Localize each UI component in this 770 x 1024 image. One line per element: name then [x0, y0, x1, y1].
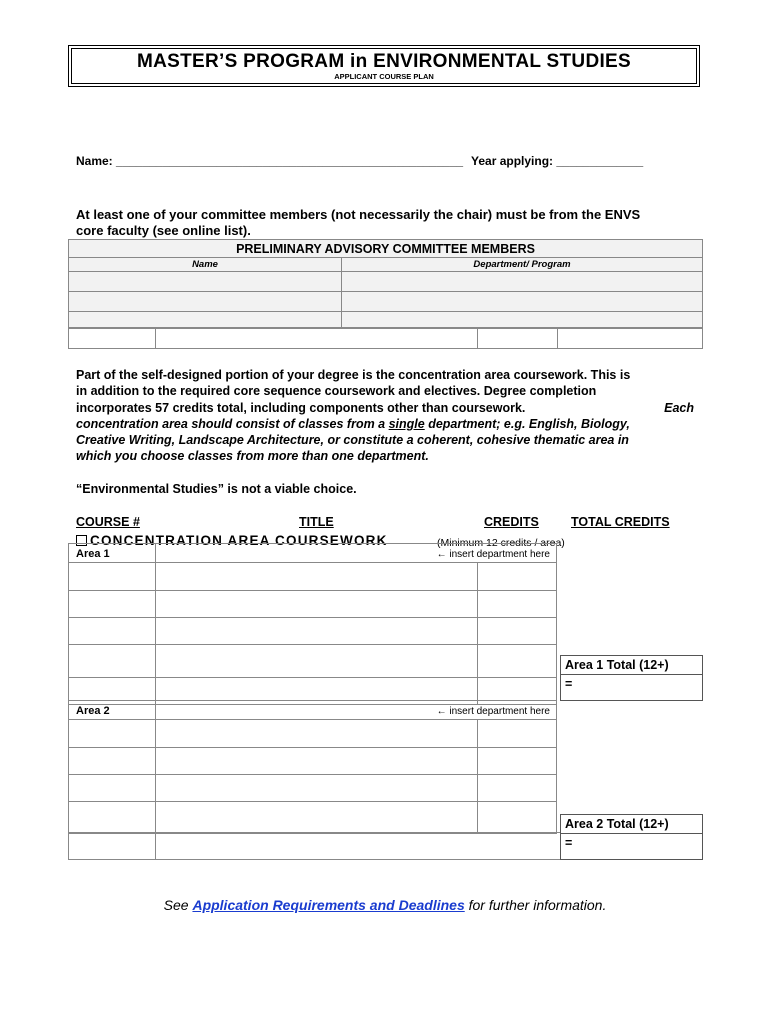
area2-dept-hint[interactable]: ← insert department here [436, 706, 550, 717]
course-title-cell[interactable] [156, 591, 478, 618]
course-title-cell[interactable] [156, 563, 478, 591]
concentration-paragraph [76, 367, 694, 465]
footer-after: for further information. [464, 897, 607, 913]
committee-intro-line-1: At least one of your committee members (not necessarily the chair) must be from the ENVS [76, 207, 641, 222]
course-number-cell[interactable] [69, 775, 156, 802]
para-line: Part of the self-designed portion of your degree is the concentration area coursework. This is [76, 368, 631, 382]
committee-col-department: Department/ Program [342, 258, 703, 272]
single-emphasis: single [388, 416, 425, 431]
para-line-3a: incorporates 57 credits total, including components other than coursework. [76, 400, 526, 415]
committee-intro [76, 207, 640, 239]
area2-total-box[interactable] [560, 814, 703, 860]
year-applying-field[interactable]: Year applying: _____________ [471, 154, 644, 168]
course-number-cell[interactable] [69, 802, 156, 834]
committee-table-title: PRELIMINARY ADVISORY COMMITTEE MEMBERS [69, 240, 703, 258]
credits-cell[interactable] [478, 618, 557, 645]
col-title-header: TITLE [299, 515, 334, 529]
credits-cell[interactable] [478, 775, 557, 802]
committee-col-name: Name [69, 258, 342, 272]
course-number-cell[interactable] [69, 563, 156, 591]
para-line [76, 416, 694, 432]
area1-label: Area 1 [76, 548, 110, 560]
area1-total-equals: = [561, 674, 702, 691]
area1-table [68, 543, 557, 705]
credits-cell[interactable] [478, 748, 557, 775]
course-number-cell[interactable] [69, 645, 156, 678]
committee-dept-cell[interactable] [342, 312, 703, 328]
credits-cell[interactable] [478, 802, 557, 834]
course-number-cell[interactable] [69, 618, 156, 645]
area2-label: Area 2 [76, 705, 110, 717]
para-line-4c: department; e.g. English, Biology, [424, 416, 630, 431]
committee-name-cell[interactable] [69, 272, 342, 292]
col-total-credits-header: TOTAL CREDITS [571, 515, 670, 529]
committee-intro-line-2: core faculty (see online list). [76, 223, 251, 238]
committee-stub-row [68, 328, 703, 349]
para-line-4a: concentration area should consist of classes from a [76, 416, 389, 431]
col-credits-header: CREDITS [484, 515, 539, 529]
footer-note [0, 897, 770, 913]
application-requirements-link[interactable]: Application Requirements and Deadlines [192, 897, 465, 913]
name-field[interactable]: Name: ____________________________________________________ [76, 154, 464, 168]
committee-table [68, 239, 703, 328]
committee-name-cell[interactable] [69, 292, 342, 312]
area2-total-equals: = [561, 833, 702, 850]
para-line: which you choose classes from more than one department. [76, 449, 429, 464]
section-title: CONCENTRATION AREA COURSEWORK [90, 533, 388, 548]
area1-total-label: Area 1 Total (12+) [565, 658, 669, 672]
course-number-cell[interactable] [69, 591, 156, 618]
header-box [68, 45, 700, 87]
stub-cell[interactable] [478, 329, 558, 349]
minimum-credits-note: (Minimum 12 credits / area) [437, 537, 565, 549]
course-title-cell[interactable] [156, 802, 478, 834]
para-line: Creative Writing, Landscape Architecture, or constitute a coherent, cohesive thematic area in [76, 433, 629, 448]
area1-dept-hint[interactable]: ← insert department here [436, 549, 550, 560]
course-number-cell[interactable] [69, 833, 156, 860]
footer-see: See [163, 897, 193, 913]
credits-cell[interactable] [478, 645, 557, 678]
committee-dept-cell[interactable] [342, 272, 703, 292]
credits-cell[interactable] [478, 563, 557, 591]
committee-name-cell[interactable] [69, 312, 342, 328]
page-title: MASTER’S PROGRAM in ENVIRONMENTAL STUDIES [136, 51, 631, 72]
para-line: in addition to the required core sequence coursework and electives. Degree completion [76, 384, 597, 399]
stub-cell[interactable] [69, 329, 156, 349]
course-number-cell[interactable] [69, 720, 156, 748]
credits-cell[interactable] [478, 591, 557, 618]
para-line-3b: Each [664, 400, 694, 415]
page-subtitle: APPLICANT COURSE PLAN [334, 72, 434, 81]
viable-choice-note: “Environmental Studies” is not a viable choice. [76, 482, 357, 496]
course-title-cell[interactable] [156, 720, 478, 748]
area2-table [68, 700, 557, 834]
para-line [76, 400, 694, 416]
course-title-cell[interactable] [156, 645, 478, 678]
stub-cell[interactable] [156, 329, 478, 349]
credits-cell[interactable] [478, 720, 557, 748]
course-title-cell[interactable] [156, 748, 478, 775]
committee-dept-cell[interactable] [342, 292, 703, 312]
area1-total-box[interactable] [560, 655, 703, 701]
course-title-cell[interactable] [156, 618, 478, 645]
area2-total-label: Area 2 Total (12+) [565, 817, 669, 831]
course-title-cell[interactable] [156, 775, 478, 802]
course-number-cell[interactable] [69, 748, 156, 775]
stub-cell[interactable] [558, 329, 703, 349]
col-course-header: COURSE # [76, 515, 140, 529]
